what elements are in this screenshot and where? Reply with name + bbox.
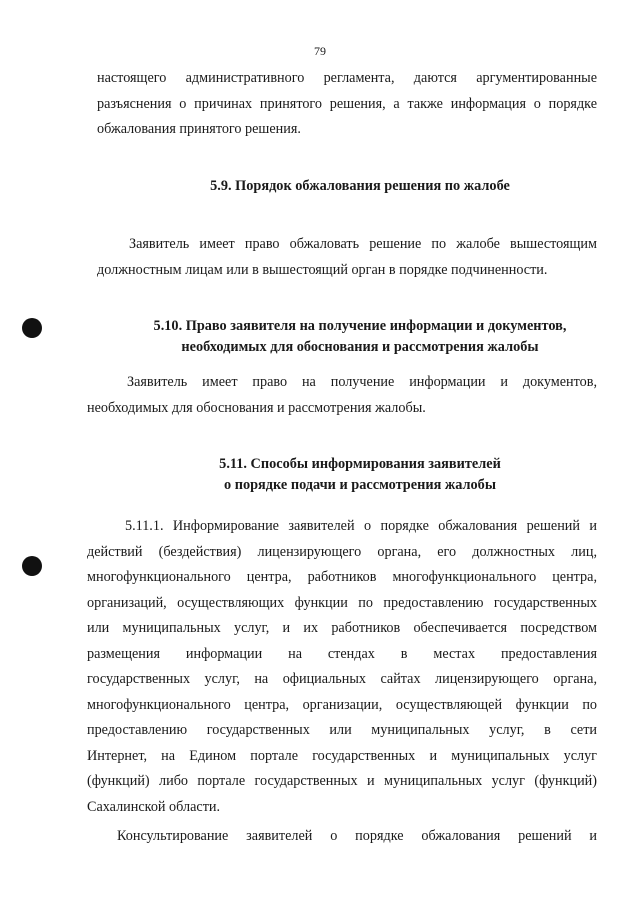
text-line: многофункционального центра, работников многофункционального центра, — [87, 569, 597, 585]
page-number: 79 — [314, 44, 326, 58]
heading-line: 5.10. Право заявителя на получение информации и документов, — [153, 318, 567, 334]
text-line: необходимых для обоснования и рассмотрения жалобы. — [87, 399, 426, 416]
text-line: многофункционального центра, организации, осуществляющей функции по — [87, 696, 597, 713]
heading-5-11 — [160, 454, 560, 496]
text-line: (функций) либо портале государственных и муниципальных услуг (функций) — [87, 773, 597, 789]
text-line: Сахалинской области. — [87, 798, 221, 815]
text-line: должностным лицам или в вышестоящий орган в порядке подчиненности. — [97, 261, 548, 278]
heading-5-10 — [110, 316, 610, 358]
text-line: государственных услуг, на официальных сайтах лицензирующего органа, — [87, 671, 597, 687]
text-line: 5.11.1. Информирование заявителей о порядке обжалования решений и — [125, 518, 597, 534]
heading-line: о порядке подачи и рассмотрения жалобы — [224, 477, 496, 493]
punch-hole-mark — [22, 556, 42, 576]
text-line: обжалования принятого решения. — [97, 121, 301, 137]
paragraph-5 — [87, 824, 597, 850]
text-line: Интернет, на Едином портале государственных и муниципальных услуг — [87, 747, 597, 764]
text-line: предоставлению государственных или муниципальных услуг, в сети — [87, 722, 597, 738]
text-line: Консультирование заявителей о порядке обжалования решений и — [117, 828, 597, 844]
text-line: действий (бездействия) лицензирующего органа, его должностных лиц, — [87, 543, 597, 560]
paragraph-3 — [87, 370, 597, 421]
paragraph-1 — [97, 66, 597, 143]
paragraph-4 — [87, 514, 597, 820]
text-line: организаций, осуществляющих функции по предоставлению государственных — [87, 594, 597, 611]
text-line: разъяснения о причинах принятого решения, а также информация о порядке — [97, 95, 597, 112]
text-line: размещения информации на стендах в местах предоставления — [87, 645, 597, 662]
text-line: или муниципальных услуг, и их работников обеспечивается посредством — [87, 620, 597, 636]
paragraph-2 — [97, 232, 597, 283]
heading-line: необходимых для обоснования и рассмотрения жалобы — [181, 339, 539, 355]
heading-5-9: 5.9. Порядок обжалования решения по жалобе — [210, 178, 510, 194]
text-line: настоящего административного регламента, даются аргументированные — [97, 70, 597, 86]
punch-hole-mark — [22, 318, 42, 338]
text-line: Заявитель имеет право на получение информации и документов, — [127, 374, 597, 390]
heading-line: 5.11. Способы информирования заявителей — [219, 456, 501, 472]
text-line: Заявитель имеет право обжаловать решение по жалобе вышестоящим — [129, 236, 597, 252]
